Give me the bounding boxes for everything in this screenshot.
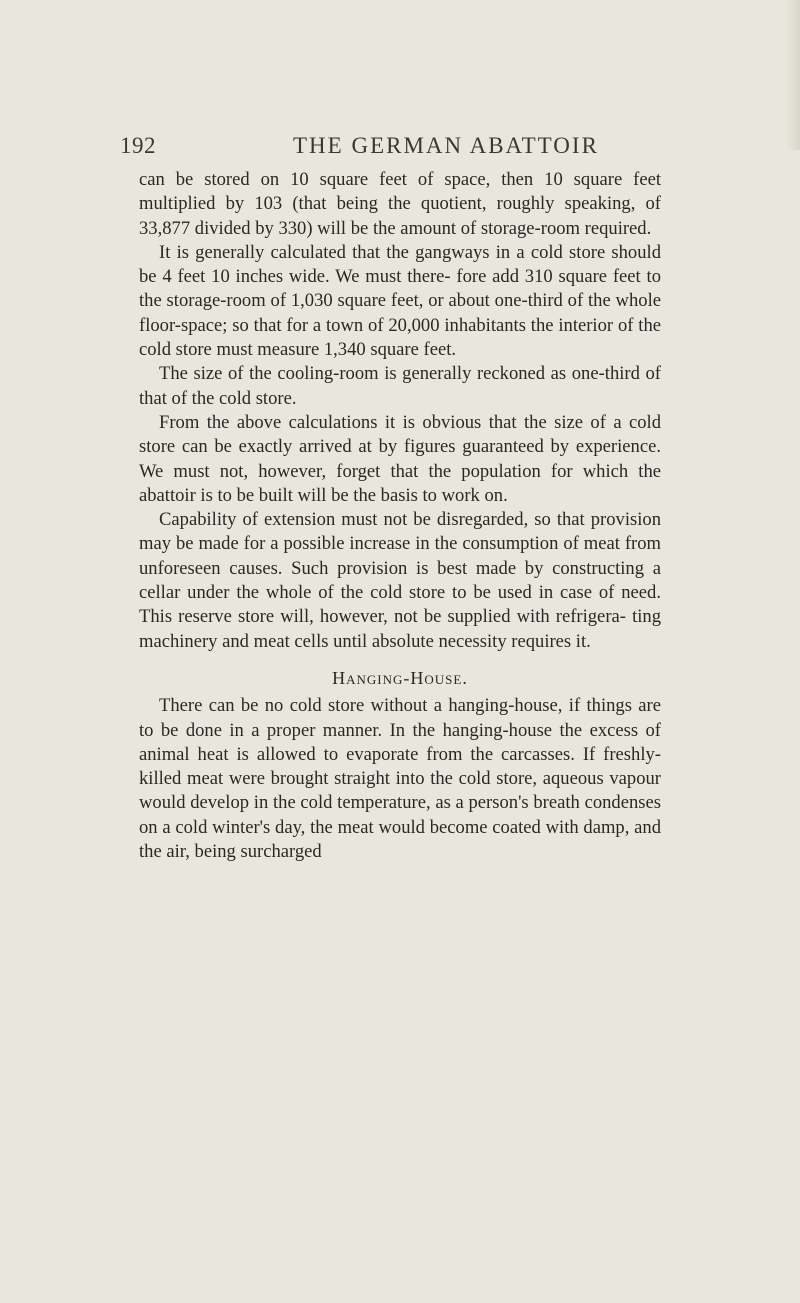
section-heading: Hanging-House. <box>332 667 468 688</box>
page-header <box>120 133 680 163</box>
page-number: 192 <box>120 133 156 158</box>
body-text <box>139 168 661 864</box>
running-head: THE GERMAN ABATTOIR <box>293 133 599 158</box>
paragraph: can be stored on 10 square feet of space, then 10 square feet multiplied by 103 (that being the quotient, roughly speaking, of 33,877 divided by 330) will be the amount of storage-room required. <box>139 169 661 239</box>
paragraph: From the above calculations it is obvious that the size of a cold store can be exactly arrived at by figures guaranteed by experience. We must not, however, forget that the population for which the abattoir is to be built will be the basis to work on. <box>139 411 661 506</box>
paragraph: It is generally calculated that the gangways in a cold store should be 4 feet 10 inches wide. We must there- fore add 310 square feet to the storage-room of 1,030 square feet, or about one-third of the whole floor-space; so that for a town of 20,000 inhabitants the interior of the cold store must measure 1,340 square feet. <box>139 241 661 361</box>
paragraph: There can be no cold store without a hanging-house, if things are to be done in a proper manner. In the hanging-house the excess of animal heat is allowed to evaporate from the carcasses. If freshly-killed meat were brought straight into the cold store, aqueous vapour would develop in the cold temperature, as a person's breath condenses on a cold winter's day, the meat would become coated with damp, and the air, being surcharged <box>139 695 661 863</box>
paragraph: Capability of extension must not be disregarded, so that provision may be made for a possible increase in the consumption of meat from unforeseen causes. Such provision is best made by constructing a cellar under the whole of the cold store to be used in case of need. This reserve store will, however, not be supplied with refrigera- ting machinery and meat cells until absolute necessity requires it. <box>139 509 661 652</box>
paragraph: The size of the cooling-room is generally reckoned as one-third of that of the cold store. <box>139 363 661 409</box>
page-edge-shadow <box>786 0 800 150</box>
